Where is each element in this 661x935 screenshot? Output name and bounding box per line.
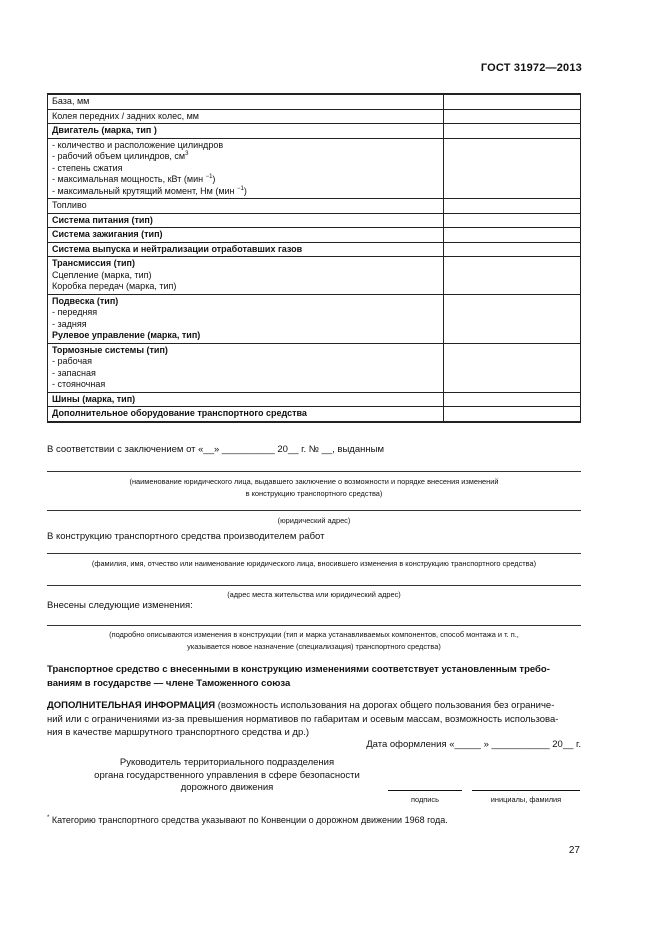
signatory-line-2: органа государственного управления в сфере безопасности: [94, 769, 360, 781]
spec-label-line: - максимальный крутящий момент, Нм (мин: [52, 185, 238, 196]
signature-caption: подпись: [411, 795, 439, 804]
spec-superscript: 3: [185, 151, 189, 157]
spec-label-cell: [48, 199, 444, 214]
spec-label-cell: [48, 294, 444, 343]
spec-label-line: Подвеска (тип): [52, 295, 119, 306]
spec-label-line: Система выпуска и нейтрализации отработавших газов: [52, 243, 303, 254]
spec-label-line: - рабочая: [52, 356, 93, 366]
conclusion-line: В соответствии с заключением от «__» __________ 20__ г. № __, выданным: [47, 444, 384, 455]
spec-label-line: Рулевое управление (марка, тип): [52, 330, 201, 340]
producer-caption: (фамилия, имя, отчество или наименование юридического лица, вносившего изменения в конструкцию транспортного средства): [91, 559, 537, 568]
spec-table-row: [48, 94, 581, 109]
spec-value-cell[interactable]: [444, 138, 581, 199]
additional-info-line-2: ний или с ограничениями из-за превышения нормативов по габаритам и осевым массам, возможность использова-: [47, 713, 559, 725]
spec-label-line: - стояночная: [52, 379, 106, 389]
legal-address-rule: [47, 510, 581, 511]
compliance-line-1: Транспортное средство с внесенными в конструкцию изменениями соответствует установленным требо-: [47, 664, 550, 675]
spec-table-row: [48, 213, 581, 228]
spec-label-cell: [48, 109, 444, 124]
spec-table-row: [48, 257, 581, 295]
legal-entity-caption-2: в конструкцию транспортного средства): [245, 489, 383, 498]
spec-label-cell: [48, 392, 444, 407]
spec-table-row: [48, 294, 581, 343]
footnote-text: Категорию транспортного средства указывают по Конвенции о дорожном движении 1968 года.: [49, 815, 448, 825]
spec-label-cell: [48, 228, 444, 243]
spec-label-line: Коробка передач (марка, тип): [52, 281, 177, 291]
initials-rule: [472, 790, 580, 791]
spec-label-line: - задняя: [52, 318, 87, 329]
spec-label-cell: [48, 343, 444, 392]
spec-label-line: Сцепление (марка, тип): [52, 269, 152, 280]
spec-label-line: Шины (марка, тип): [52, 393, 136, 404]
spec-label-line: [52, 151, 440, 163]
spec-value-cell[interactable]: [444, 407, 581, 422]
changes-rule: [47, 625, 581, 626]
residence-rule: [47, 585, 581, 586]
spec-label-cell: [48, 213, 444, 228]
spec-value-cell[interactable]: [444, 343, 581, 392]
document-code: ГОСТ 31972—2013: [480, 62, 582, 74]
spec-label-cell: [48, 242, 444, 257]
signatory-title: [70, 757, 384, 795]
spec-label-line: Трансмиссия (тип): [52, 258, 135, 268]
spec-value-cell[interactable]: [444, 124, 581, 139]
spec-value-cell[interactable]: [444, 242, 581, 257]
spec-table-row: [48, 343, 581, 392]
spec-label-line: - степень сжатия: [52, 162, 123, 173]
spec-label-line: Колея передних / задних колес, мм: [52, 110, 199, 121]
spec-value-cell[interactable]: [444, 199, 581, 214]
spec-label-line: База, мм: [52, 96, 90, 106]
issue-date-line: Дата оформления «_____ » ___________ 20__ г.: [366, 739, 581, 750]
spec-value-cell[interactable]: [444, 392, 581, 407]
additional-info-line-3: ния в качестве маршрутного транспортного средства и др.): [47, 727, 310, 738]
spec-label-line: - запасная: [52, 367, 96, 378]
producer-line: В конструкцию транспортного средства производителем работ: [47, 531, 325, 542]
spec-label-suffix: ): [212, 174, 216, 184]
page-number: 27: [568, 845, 580, 856]
spec-value-cell[interactable]: [444, 294, 581, 343]
spec-label-line: Дополнительное оборудование транспортного средства: [52, 408, 307, 418]
spec-label-line: - передняя: [52, 307, 98, 317]
additional-info: [47, 699, 581, 740]
vehicle-spec-table: [47, 93, 581, 423]
spec-label-line: - количество и расположение цилиндров: [52, 139, 224, 150]
spec-table-row: [48, 124, 581, 139]
spec-value-cell[interactable]: [444, 94, 581, 109]
footnote-mark: *: [47, 815, 50, 821]
spec-label-line: Система зажигания (тип): [52, 229, 163, 239]
spec-table-row: [48, 392, 581, 407]
spec-superscript: −1: [205, 174, 213, 180]
spec-label-line: Система питания (тип): [52, 214, 153, 225]
spec-label-cell: [48, 407, 444, 422]
spec-label-line: [52, 174, 440, 186]
producer-rule: [47, 553, 581, 554]
changes-caption-2: указывается новое назначение (специализация) транспортного средства): [187, 642, 441, 651]
spec-label-cell: [48, 94, 444, 109]
conclusion-fill-rule: [47, 471, 581, 472]
signature-rule: [388, 790, 462, 791]
spec-table-row: [48, 138, 581, 199]
spec-value-cell[interactable]: [444, 228, 581, 243]
legal-entity-caption-1: (наименование юридического лица, выдавшего заключение о возможности и порядке внесения изменений: [129, 477, 499, 486]
additional-info-label: ДОПОЛНИТЕЛЬНАЯ ИНФОРМАЦИЯ: [47, 700, 216, 711]
spec-table-row: [48, 199, 581, 214]
spec-label-line: - рабочий объем цилиндров, см: [52, 151, 186, 161]
spec-label-cell: [48, 257, 444, 295]
spec-value-cell[interactable]: [444, 213, 581, 228]
spec-label-cell: [48, 138, 444, 199]
compliance-line-2: ваниям в государстве — члене Таможенного союза: [47, 677, 291, 689]
spec-label-line: - максимальная мощность, кВт (мин: [52, 174, 206, 184]
spec-superscript: −1: [237, 185, 244, 192]
spec-label-line: Топливо: [52, 200, 87, 210]
signatory-line-3: дорожного движения: [180, 782, 274, 793]
spec-table-row: [48, 228, 581, 243]
spec-label-cell: [48, 124, 444, 139]
signatory-line-1: Руководитель территориального подразделения: [119, 757, 335, 768]
spec-table-row: [48, 109, 581, 124]
changes-caption-1: (подробно описываются изменения в конструкции (тип и марка устанавливаемых компонентов, способ монтажа и т. п.,: [109, 630, 519, 639]
spec-label-line: Тормозные системы (тип): [52, 344, 168, 355]
changes-line: Внесены следующие изменения:: [47, 600, 193, 611]
spec-value-cell[interactable]: [444, 109, 581, 124]
spec-label-line: [52, 186, 440, 198]
compliance-statement: [47, 663, 581, 690]
footnote: [47, 815, 448, 825]
spec-table-row: [48, 242, 581, 257]
residence-caption: (адрес места жительства или юридический адрес): [227, 590, 401, 599]
additional-info-line-1: (возможность использования на дорогах общего пользования без ограничe-: [215, 700, 555, 711]
spec-value-cell[interactable]: [444, 257, 581, 295]
initials-caption: инициалы, фамилия: [490, 795, 562, 804]
spec-label-line: Двигатель (марка, тип ): [52, 125, 157, 135]
legal-address-caption: (юридический адрес): [277, 516, 351, 525]
spec-table-row: [48, 407, 581, 422]
spec-label-suffix: ): [243, 185, 247, 196]
